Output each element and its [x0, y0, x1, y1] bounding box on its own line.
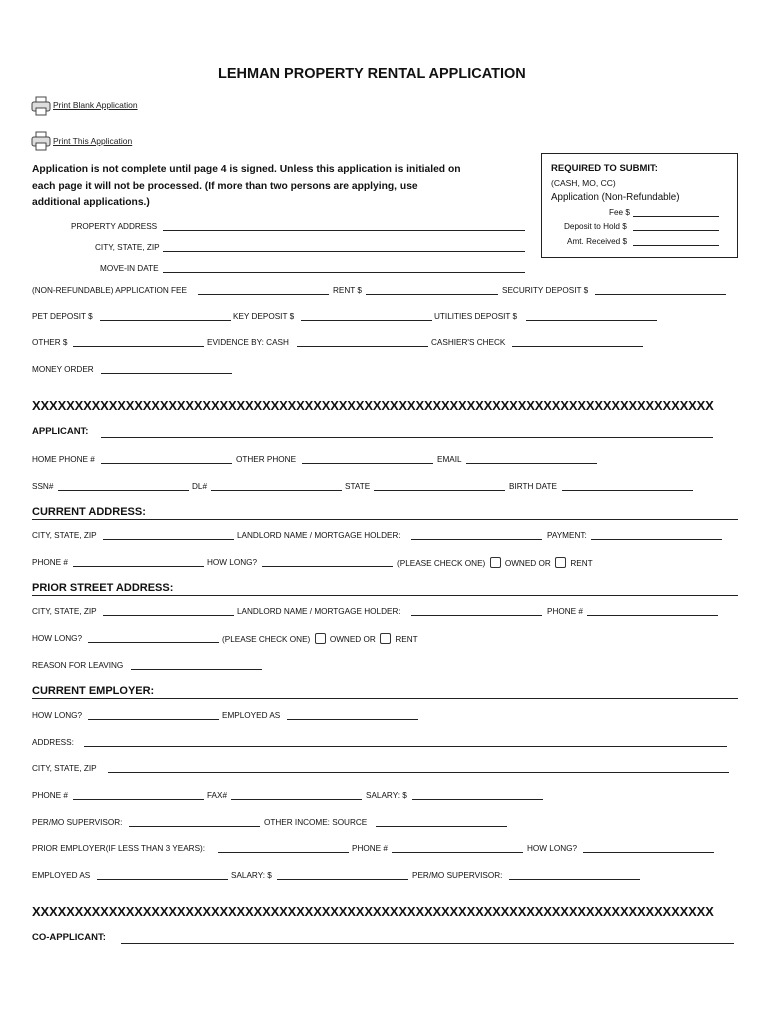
employer-address-label: ADDRESS: [32, 738, 74, 747]
fee-label: Fee $ [609, 208, 630, 217]
employed-as-2-field[interactable] [97, 870, 228, 880]
movein-label: MOVE-IN DATE [100, 264, 159, 273]
prior-rent-label: RENT [395, 635, 418, 644]
security-field[interactable] [595, 285, 726, 295]
key-label: KEY DEPOSIT $ [233, 312, 295, 321]
prior-owned-checkbox[interactable] [315, 633, 326, 644]
employer-city-label: CITY, STATE, ZIP [32, 764, 97, 773]
prior-phone-label: PHONE # [547, 607, 583, 616]
current-howlong-label: HOW LONG? [207, 558, 258, 567]
employed-as-2-label: EMPLOYED AS [32, 871, 91, 880]
prior-employer-phone-field[interactable] [392, 843, 523, 853]
prior-check [222, 633, 418, 644]
printer-icon[interactable] [31, 131, 51, 151]
prior-rent-checkbox[interactable] [380, 633, 391, 644]
notice-line-3: additional applications.) [32, 197, 150, 208]
prior-city-field[interactable] [103, 606, 234, 616]
property-address-field[interactable] [163, 221, 525, 231]
current-rent-label: RENT [570, 559, 593, 568]
pet-label: PET DEPOSIT $ [32, 312, 93, 321]
current-city-label: CITY, STATE, ZIP [32, 531, 97, 540]
supervisor-field[interactable] [129, 817, 260, 827]
divider [32, 698, 738, 699]
movein-field[interactable] [163, 263, 525, 273]
prior-employer-field[interactable] [218, 843, 349, 853]
email-label: EMAIL [437, 455, 462, 464]
current-city-field[interactable] [103, 530, 234, 540]
separator-x: XXXXXXXXXXXXXXXXXXXXXXXXXXXXXXXXXXXXXXXXXXXXXXXXXXXXXXXXXXXXXXXXXXXXXXXXXXXXXXXX [32, 398, 714, 413]
supervisor-2-label: PER/MO SUPERVISOR: [412, 871, 503, 880]
coapplicant-field[interactable] [121, 934, 734, 944]
prior-check-label: (PLEASE CHECK ONE) [222, 635, 311, 644]
prior-employer-label: PRIOR EMPLOYER(IF LESS THAN 3 YEARS): [32, 844, 206, 853]
ssn-field[interactable] [58, 481, 189, 491]
ssn-label: SSN# [32, 482, 54, 491]
cashier-field[interactable] [512, 337, 643, 347]
prior-phone-field[interactable] [587, 606, 718, 616]
prior-landlord-label: LANDLORD NAME / MORTGAGE HOLDER: [237, 607, 401, 616]
other-fee-label: OTHER $ [32, 338, 68, 347]
required-app: Application (Non-Refundable) [551, 192, 680, 203]
prior-address-heading: PRIOR STREET ADDRESS: [32, 582, 174, 594]
home-phone-label: HOME PHONE # [32, 455, 95, 464]
employer-salary-label: SALARY: $ [366, 791, 407, 800]
evidence-label: EVIDENCE BY: CASH [207, 338, 289, 347]
employer-fax-field[interactable] [231, 790, 362, 800]
printer-icon[interactable] [31, 96, 51, 116]
current-landlord-field[interactable] [411, 530, 542, 540]
divider [32, 595, 738, 596]
current-phone-field[interactable] [73, 557, 204, 567]
pet-field[interactable] [100, 311, 231, 321]
reason-field[interactable] [131, 660, 262, 670]
divider [32, 519, 738, 520]
current-check-label: (PLEASE CHECK ONE) [397, 559, 486, 568]
employed-as-field[interactable] [287, 710, 418, 720]
other-phone-field[interactable] [302, 454, 433, 464]
security-label: SECURITY DEPOSIT $ [502, 286, 589, 295]
other-fee-field[interactable] [73, 337, 204, 347]
print-blank-link[interactable]: Print Blank Application [53, 100, 138, 110]
other-income-field[interactable] [376, 817, 507, 827]
dl-field[interactable] [211, 481, 342, 491]
employer-howlong-field[interactable] [88, 710, 219, 720]
prior-owned-label: OWNED OR [329, 635, 376, 644]
received-label: Amt. Received $ [567, 237, 628, 246]
appfee-field[interactable] [198, 285, 329, 295]
page-title: LEHMAN PROPERTY RENTAL APPLICATION [218, 66, 526, 82]
salary-2-label: SALARY: $ [231, 871, 272, 880]
notice-line-1: Application is not complete until page 4 is signed. Unless this application is initialed on [32, 164, 461, 175]
state-label: STATE [345, 482, 371, 491]
employed-as-label: EMPLOYED AS [222, 711, 281, 720]
supervisor-2-field[interactable] [509, 870, 640, 880]
utilities-label: UTILITIES DEPOSIT $ [434, 312, 518, 321]
state-field[interactable] [374, 481, 505, 491]
reason-label: REASON FOR LEAVING [32, 661, 124, 670]
current-payment-label: PAYMENT: [547, 531, 587, 540]
coapplicant-label: CO-APPLICANT: [32, 932, 106, 943]
other-income-label: OTHER INCOME: SOURCE [264, 818, 368, 827]
money-order-field[interactable] [101, 364, 232, 374]
appfee-label: (NON-REFUNDABLE) APPLICATION FEE [32, 286, 187, 295]
employer-city-field[interactable] [108, 763, 729, 773]
notice-line-2: each page it will not be processed. (If more than two persons are applying, use [32, 181, 418, 192]
print-this-link[interactable]: Print This Application [53, 136, 133, 146]
employer-address-field[interactable] [84, 737, 727, 747]
employer-phone-field[interactable] [73, 790, 204, 800]
prior-howlong-label: HOW LONG? [32, 634, 83, 643]
current-landlord-label: LANDLORD NAME / MORTGAGE HOLDER: [237, 531, 401, 540]
employer-howlong-label: HOW LONG? [32, 711, 83, 720]
employer-salary-field[interactable] [412, 790, 543, 800]
prior-employer-howlong-field[interactable] [583, 843, 714, 853]
employer-phone-label: PHONE # [32, 791, 68, 800]
prior-city-label: CITY, STATE, ZIP [32, 607, 97, 616]
property-city-label: CITY, STATE, ZIP [95, 243, 160, 252]
current-howlong-field[interactable] [262, 557, 393, 567]
required-methods: (CASH, MO, CC) [551, 178, 616, 188]
birth-label: BIRTH DATE [509, 482, 557, 491]
current-owned-label: OWNED OR [504, 559, 551, 568]
supervisor-label: PER/MO SUPERVISOR: [32, 818, 123, 827]
other-phone-label: OTHER PHONE [236, 455, 297, 464]
birth-field[interactable] [562, 481, 693, 491]
cashier-label: CASHIER'S CHECK [431, 338, 506, 347]
separator-x: XXXXXXXXXXXXXXXXXXXXXXXXXXXXXXXXXXXXXXXXXXXXXXXXXXXXXXXXXXXXXXXXXXXXXXXXXXXXXXXX [32, 904, 714, 919]
deposit-field[interactable] [633, 221, 719, 231]
current-address-heading: CURRENT ADDRESS: [32, 506, 146, 518]
required-heading: REQUIRED TO SUBMIT: [551, 163, 658, 174]
evidence-field[interactable] [297, 337, 428, 347]
salary-2-field[interactable] [277, 870, 408, 880]
received-field[interactable] [633, 236, 719, 246]
property-city-field[interactable] [163, 242, 525, 252]
prior-employer-phone-label: PHONE # [352, 844, 388, 853]
prior-landlord-field[interactable] [411, 606, 542, 616]
deposit-label: Deposit to Hold $ [564, 222, 627, 231]
fee-field[interactable] [633, 207, 719, 217]
current-check [397, 557, 593, 568]
home-phone-field[interactable] [101, 454, 232, 464]
email-field[interactable] [466, 454, 597, 464]
employer-heading: CURRENT EMPLOYER: [32, 685, 155, 697]
rent-label: RENT $ [333, 286, 362, 295]
employer-fax-label: FAX# [207, 791, 228, 800]
current-owned-checkbox[interactable] [490, 557, 501, 568]
current-phone-label: PHONE # [32, 558, 68, 567]
money-order-label: MONEY ORDER [32, 365, 94, 374]
prior-howlong-field[interactable] [88, 633, 219, 643]
utilities-field[interactable] [526, 311, 657, 321]
prior-employer-howlong-label: HOW LONG? [527, 844, 578, 853]
current-payment-field[interactable] [591, 530, 722, 540]
current-rent-checkbox[interactable] [555, 557, 566, 568]
rent-field[interactable] [366, 285, 498, 295]
key-field[interactable] [301, 311, 432, 321]
property-address-label: PROPERTY ADDRESS [71, 222, 158, 231]
applicant-label: APPLICANT: [32, 426, 89, 437]
dl-label: DL# [192, 482, 208, 491]
applicant-field[interactable] [101, 428, 713, 438]
